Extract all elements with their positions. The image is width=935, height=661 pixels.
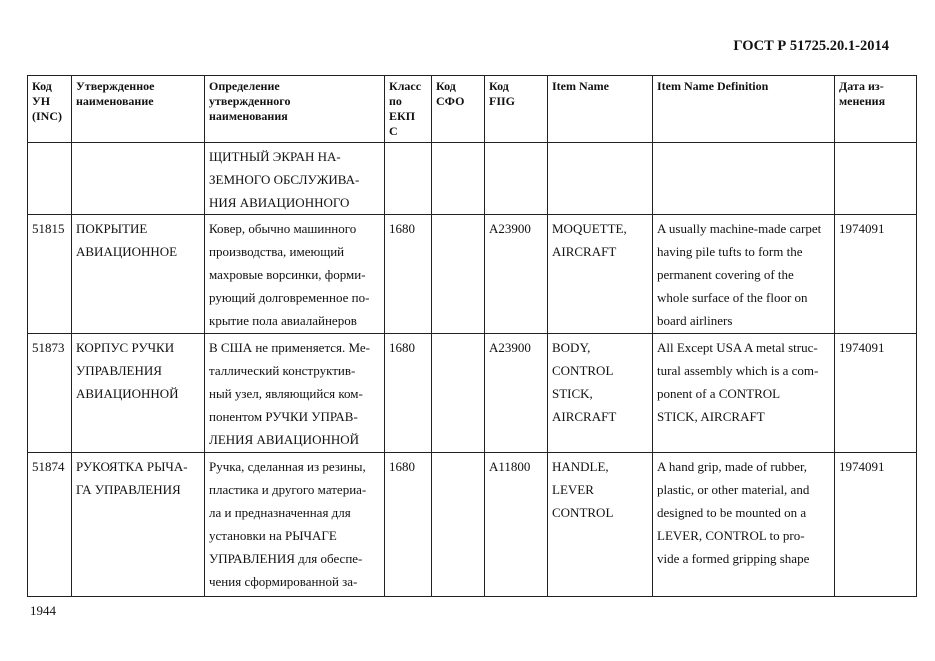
cell-approved-name: КОРПУС РУЧКИ УПРАВЛЕНИЯ АВИАЦИОННОЙ bbox=[72, 334, 205, 453]
column-header-item-name: Item Name bbox=[548, 76, 653, 143]
cell-item-name-definition: A usually machine-made carpet having pile tufts to form the permanent covering of the whole surface of the floor on board airliners bbox=[653, 215, 835, 334]
cell-fiig bbox=[485, 143, 548, 215]
column-header-approved-name: Утвержденное наименование bbox=[72, 76, 205, 143]
cell-fiig: A23900 bbox=[485, 334, 548, 453]
cell-inc: 51874 bbox=[28, 453, 72, 597]
column-header-item-name-definition: Item Name Definition bbox=[653, 76, 835, 143]
cell-change-date: 1974091 bbox=[835, 215, 917, 334]
cell-change-date bbox=[835, 143, 917, 215]
cell-item-name-definition bbox=[653, 143, 835, 215]
cell-class: 1680 bbox=[385, 334, 432, 453]
table-row bbox=[28, 453, 917, 597]
document-standard-code: ГОСТ Р 51725.20.1-2014 bbox=[733, 38, 889, 54]
cell-class: 1680 bbox=[385, 453, 432, 597]
cell-approved-name: ПОКРЫТИЕ АВИАЦИОННОЕ bbox=[72, 215, 205, 334]
cell-definition: Ковер, обычно машинного производства, имеющий махровые ворсинки, форми- рующий долговременное по- крытие пола авиалайнеров bbox=[205, 215, 385, 334]
cell-approved-name: РУКОЯТКА РЫЧА- ГА УПРАВЛЕНИЯ bbox=[72, 453, 205, 597]
cell-item-name: HANDLE, LEVER CONTROL bbox=[548, 453, 653, 597]
column-header-inc: Код УН (INC) bbox=[28, 76, 72, 143]
cell-fiig: A11800 bbox=[485, 453, 548, 597]
cell-definition: В США не применяется. Ме- таллический конструктив- ный узел, являющийся ком- понентом РУЧКИ УПРАВ- ЛЕНИЯ АВИАЦИОННОЙ bbox=[205, 334, 385, 453]
cell-definition: ЩИТНЫЙ ЭКРАН НА- ЗЕМНОГО ОБСЛУЖИВА- НИЯ АВИАЦИОННОГО bbox=[205, 143, 385, 215]
cell-item-name: BODY, CONTROL STICK, AIRCRAFT bbox=[548, 334, 653, 453]
cell-sfo bbox=[432, 215, 485, 334]
table-header-row bbox=[28, 76, 917, 143]
cell-change-date: 1974091 bbox=[835, 453, 917, 597]
cell-sfo bbox=[432, 334, 485, 453]
cell-class: 1680 bbox=[385, 215, 432, 334]
cell-sfo bbox=[432, 453, 485, 597]
cell-item-name bbox=[548, 143, 653, 215]
cell-approved-name bbox=[72, 143, 205, 215]
item-names-table bbox=[27, 75, 917, 597]
column-header-fiig: Код FIIG bbox=[485, 76, 548, 143]
column-header-sfo: Код СФО bbox=[432, 76, 485, 143]
cell-definition: Ручка, сделанная из резины, пластика и другого материа- ла и предназначенная для установки на РЫЧАГЕ УПРАВЛЕНИЯ для обеспе- чения сформированной за- bbox=[205, 453, 385, 597]
column-header-class: Класс по ЕКП С bbox=[385, 76, 432, 143]
cell-change-date: 1974091 bbox=[835, 334, 917, 453]
cell-inc: 51815 bbox=[28, 215, 72, 334]
cell-item-name: MOQUETTE, AIRCRAFT bbox=[548, 215, 653, 334]
table-row bbox=[28, 334, 917, 453]
column-header-change-date: Дата из- менения bbox=[835, 76, 917, 143]
page-number: 1944 bbox=[30, 603, 56, 618]
cell-fiig: A23900 bbox=[485, 215, 548, 334]
cell-sfo bbox=[432, 143, 485, 215]
column-header-definition: Определение утвержденного наименования bbox=[205, 76, 385, 143]
cell-inc: 51873 bbox=[28, 334, 72, 453]
cell-class bbox=[385, 143, 432, 215]
table-row bbox=[28, 143, 917, 215]
cell-inc bbox=[28, 143, 72, 215]
cell-item-name-definition: All Except USA A metal struc- tural assembly which is a com- ponent of a CONTROL STICK, AIRCRAFT bbox=[653, 334, 835, 453]
table-row bbox=[28, 215, 917, 334]
cell-item-name-definition: A hand grip, made of rubber, plastic, or other material, and designed to be mounted on a LEVER, CONTROL to pro- vide a formed gripping shape bbox=[653, 453, 835, 597]
